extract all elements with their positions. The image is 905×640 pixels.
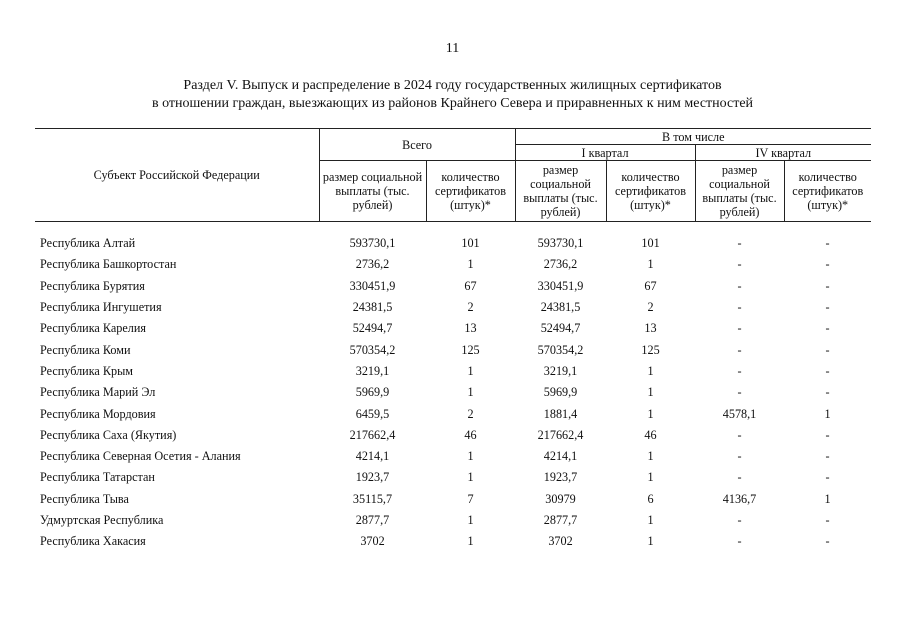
cell-q4-count: -	[825, 300, 830, 315]
table-row	[35, 233, 871, 254]
cell-subject: Республика Карелия	[40, 321, 146, 336]
cell-subject: Республика Бурятия	[40, 278, 145, 293]
cell-total-payment: 2877,7	[355, 513, 390, 527]
cell-q1-payment: 2736,2	[543, 257, 578, 272]
cell-q4-count: -	[825, 236, 830, 251]
cell-q4-count: -	[825, 534, 830, 549]
table-row	[35, 467, 871, 488]
table-row	[35, 531, 871, 552]
cell-q4-count: 1	[824, 406, 831, 421]
table-spacer	[35, 222, 871, 234]
cell-total-payment: 330451,9	[349, 278, 396, 293]
section-title-line-1: Раздел V. Выпуск и распределение в 2024 году государственных жилищных сертификатов	[183, 78, 722, 93]
cell-q4-payment: -	[737, 534, 742, 549]
cell-q4-count: -	[825, 257, 830, 272]
cell-total-payment: 35115,7	[352, 491, 393, 506]
cell-q4-count: -	[825, 363, 830, 378]
cell-q1-count: 46	[644, 427, 657, 442]
table-body	[35, 222, 871, 553]
cell-q1-count: 67	[644, 278, 657, 293]
cell-total-count: 2	[467, 300, 474, 315]
cell-q1-payment: 1881,4	[543, 406, 578, 421]
cell-total-count: 67	[464, 278, 477, 293]
cell-q1-count: 1	[647, 470, 654, 485]
cell-subject: Республика Мордовия	[40, 406, 156, 421]
cell-total-count: 101	[461, 236, 480, 251]
cell-q1-count: 6	[647, 491, 654, 506]
cell-q4-count: -	[825, 385, 830, 400]
cell-q1-payment: 593730,1	[537, 236, 584, 251]
cell-q4-count: 1	[824, 491, 831, 506]
header-total-payment: размер социальной выплаты (тыс. рублей)	[319, 161, 426, 222]
cell-q1-payment: 3702	[548, 534, 573, 549]
cell-subject: Республика Хакасия	[40, 534, 146, 549]
cell-q4-payment: -	[737, 449, 742, 464]
table-row	[35, 382, 871, 403]
cell-q1-count: 2	[647, 300, 654, 315]
cell-q4-payment: -	[737, 363, 742, 378]
cell-total-payment: 217662,4	[349, 427, 396, 442]
certificates-table	[35, 128, 871, 552]
cell-q4-payment: -	[737, 385, 742, 400]
cell-total-payment: 593730,1	[349, 236, 396, 251]
page-number: 11	[445, 41, 460, 56]
cell-total-count: 1	[467, 513, 474, 527]
cell-q4-payment: -	[737, 470, 742, 485]
cell-total-count: 1	[467, 385, 474, 400]
cell-total-payment: 6459,5	[355, 406, 390, 421]
cell-total-payment: 52494,7	[352, 321, 393, 336]
cell-q4-count: -	[825, 427, 830, 442]
cell-q4-count: -	[825, 321, 830, 336]
header-q1-payment: размер социальной выплаты (тыс. рублей)	[515, 161, 606, 222]
cell-total-payment: 5969,9	[355, 385, 390, 400]
cell-q1-count: 1	[647, 513, 654, 527]
cell-q1-count: 13	[644, 321, 657, 336]
cell-q4-count: -	[825, 342, 830, 357]
cell-q4-payment: -	[737, 278, 742, 293]
header-q4-count: количество сертификатов (штук)*	[784, 161, 871, 222]
cell-total-count: 46	[464, 427, 477, 442]
cell-q1-payment: 24381,5	[540, 300, 581, 315]
section-title-line-2: в отношении граждан, выезжающих из районов Крайнего Севера и приравненных к ним местностей	[151, 96, 754, 111]
cell-q1-payment: 330451,9	[537, 278, 584, 293]
header-q4: IV квартал	[695, 145, 871, 161]
table-row	[35, 361, 871, 382]
cell-subject: Республика Саха (Якутия)	[40, 427, 177, 442]
cell-total-payment: 2736,2	[355, 257, 390, 272]
cell-total-payment: 24381,5	[352, 300, 393, 315]
header-q1-count: количество сертификатов (штук)*	[606, 161, 695, 222]
table-row	[35, 403, 871, 424]
cell-total-payment: 3219,1	[355, 363, 390, 378]
cell-q1-count: 1	[647, 406, 654, 421]
cell-q1-payment: 4214,1	[543, 449, 578, 464]
table-row	[35, 510, 871, 531]
cell-total-count: 1	[467, 534, 474, 549]
table-row	[35, 425, 871, 446]
cell-q4-payment: -	[737, 513, 742, 527]
cell-q4-payment: -	[737, 342, 742, 357]
cell-q1-payment: 30979	[545, 491, 576, 506]
cell-q4-count: -	[825, 449, 830, 464]
header-including: В том числе	[515, 129, 871, 145]
cell-q4-payment: 4136,7	[722, 491, 757, 506]
cell-subject: Республика Ингушетия	[40, 300, 162, 315]
cell-total-count: 1	[467, 449, 474, 464]
header-q1: I квартал	[515, 145, 695, 161]
cell-q1-payment: 2877,7	[543, 513, 578, 527]
table-row	[35, 446, 871, 467]
cell-subject: Республика Татарстан	[40, 470, 155, 485]
table-header	[35, 129, 871, 222]
cell-total-count: 125	[461, 342, 480, 357]
cell-total-payment: 3702	[360, 534, 385, 549]
cell-total-count: 1	[467, 470, 474, 485]
cell-total-count: 7	[467, 491, 474, 506]
cell-q4-count: -	[825, 470, 830, 485]
header-subject: Субъект Российской Федерации	[35, 129, 319, 222]
cell-q1-payment: 570354,2	[537, 342, 584, 357]
cell-q1-count: 101	[641, 236, 660, 251]
header-total-count: количество сертификатов (штук)*	[426, 161, 515, 222]
cell-q4-payment: -	[737, 257, 742, 272]
cell-subject: Республика Тыва	[40, 491, 129, 506]
cell-q4-payment: -	[737, 321, 742, 336]
cell-q1-payment: 5969,9	[543, 385, 578, 400]
cell-q1-payment: 52494,7	[540, 321, 581, 336]
header-total: Всего	[319, 129, 515, 161]
cell-q1-count: 1	[647, 449, 654, 464]
cell-subject: Республика Крым	[40, 363, 134, 378]
table-row	[35, 254, 871, 275]
table-row	[35, 489, 871, 510]
header-q4-payment: размер социальной выплаты (тыс. рублей)	[695, 161, 784, 222]
cell-total-count: 13	[464, 321, 477, 336]
cell-total-count: 1	[467, 257, 474, 272]
cell-q1-count: 1	[647, 534, 654, 549]
cell-q1-payment: 1923,7	[543, 470, 578, 485]
cell-q4-payment: 4578,1	[722, 406, 757, 421]
cell-q1-count: 1	[647, 363, 654, 378]
cell-q1-payment: 217662,4	[537, 427, 584, 442]
cell-total-count: 2	[467, 406, 474, 421]
cell-q4-payment: -	[737, 300, 742, 315]
cell-q4-count: -	[825, 278, 830, 293]
cell-q1-count: 1	[647, 257, 654, 272]
table-row	[35, 339, 871, 360]
table-row	[35, 276, 871, 297]
cell-q1-count: 1	[647, 385, 654, 400]
cell-total-payment: 1923,7	[355, 470, 390, 485]
cell-q1-payment: 3219,1	[543, 363, 578, 378]
cell-subject: Удмуртская Республика	[40, 513, 164, 527]
cell-subject: Республика Северная Осетия - Алания	[40, 449, 241, 464]
cell-total-payment: 4214,1	[355, 449, 390, 464]
cell-q4-payment: -	[737, 236, 742, 251]
cell-q4-count: -	[825, 513, 830, 527]
cell-subject: Республика Марий Эл	[40, 385, 156, 400]
cell-q1-count: 125	[641, 342, 660, 357]
cell-subject: Республика Алтай	[40, 236, 136, 251]
cell-q4-payment: -	[737, 427, 742, 442]
cell-subject: Республика Башкортостан	[40, 257, 177, 272]
table-row	[35, 297, 871, 318]
cell-total-payment: 570354,2	[349, 342, 396, 357]
table-row	[35, 318, 871, 339]
cell-subject: Республика Коми	[40, 342, 131, 357]
cell-total-count: 1	[467, 363, 474, 378]
section-title	[0, 77, 905, 113]
